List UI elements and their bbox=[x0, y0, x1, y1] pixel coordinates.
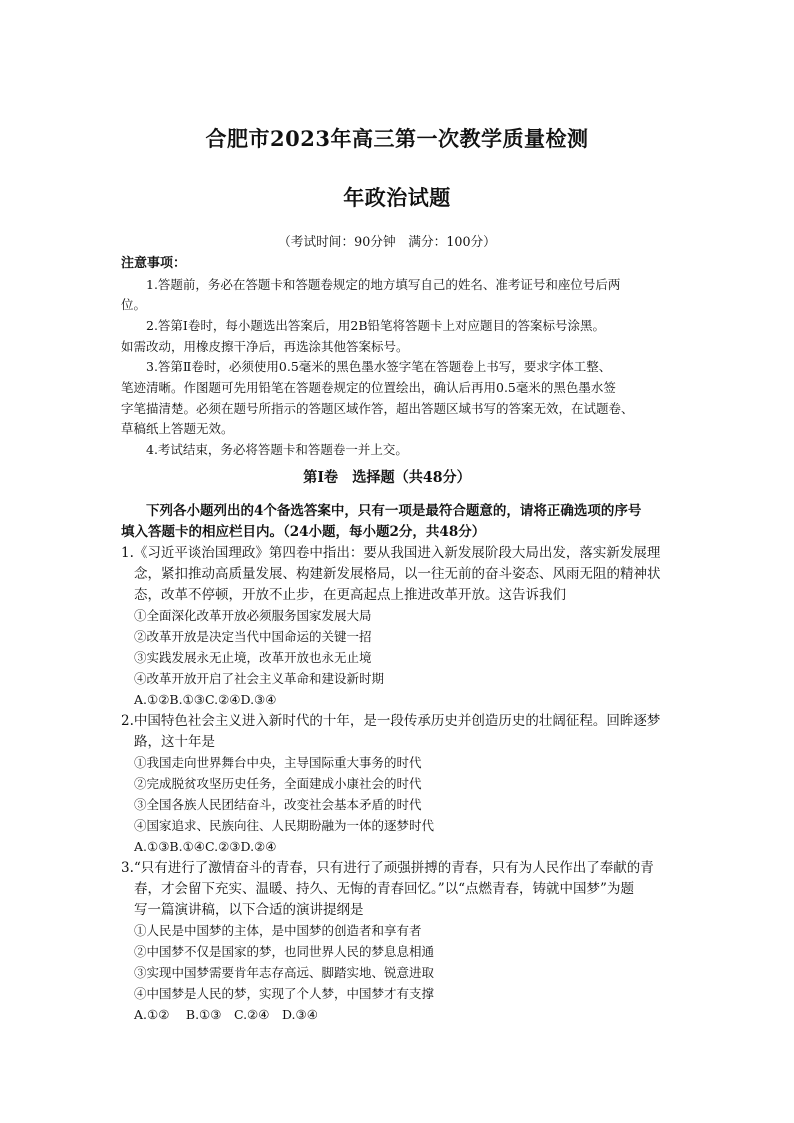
question-option: ②中国梦不仅是国家的梦，也同世界人民的梦息息相通 bbox=[134, 944, 435, 959]
notes-line: 3.答第Ⅱ卷时，必须使用0.5毫米的黑色墨水签字笔在答题卷上书写，要求字体工整、 bbox=[146, 359, 612, 374]
question-option: ②改革开放是决定当代中国命运的关键一招 bbox=[134, 629, 372, 644]
exam-info: （考试时间：90分钟 满分：100分） bbox=[278, 235, 496, 250]
notes-line: 2.答第Ⅰ卷时，每小题选出答案后，用2B铅笔将答题卡上对应题目的答案标号涂黑。 bbox=[146, 318, 606, 333]
section-instruction: 下列各小题列出的4个备选答案中，只有一项是最符合题意的，请将正确选项的序号 bbox=[146, 503, 642, 519]
question-stem: 2.中国特色社会主义进入新时代的十年，是一段传承历史并创造历史的壮阔征程。回眸逐梦 bbox=[121, 713, 661, 729]
question-option: ①人民是中国梦的主体，是中国梦的创造者和享有者 bbox=[134, 923, 422, 938]
question-stem: 路，这十年是 bbox=[134, 734, 215, 750]
question-option: ③实现中国梦需要肯年志存高远、脚踏实地、锐意进取 bbox=[134, 965, 435, 980]
notes-line: 草稿纸上答题无效。 bbox=[121, 421, 234, 436]
question-option: ④改革开放开启了社会主义革命和建设新时期 bbox=[134, 671, 385, 686]
question-stem: 3.“只有进行了激情奋斗的青春，只有进行了顽强拼搏的青春，只有为人民作出了奉献的青 bbox=[121, 860, 654, 876]
exam-subtitle: 年政治试题 bbox=[343, 185, 451, 210]
notes-line: 4.考试结束，务必将答题卡和答题卷一并上交。 bbox=[146, 442, 408, 457]
section-instruction: 填入答题卡的相应栏目内。（24小题，每小题2分，共48分） bbox=[121, 524, 486, 540]
notes-line: 字笔描清楚。必须在题号所指示的答题区域作答，超出答题区域书写的答案无效，在试题卷、 bbox=[121, 401, 634, 416]
answer-choices: A.①③B.①④C.②③D.②④ bbox=[134, 839, 277, 854]
question-stem: 念，紧扣推动高质量发展、构建新发展格局，以一往无前的奋斗姿态、风雨无阻的精神状 bbox=[134, 566, 661, 582]
exam-title: 合肥市2023年高三第一次教学质量检测 bbox=[205, 126, 589, 151]
question-option: ④国家追求、民族向往、人民期盼融为一体的逐梦时代 bbox=[134, 818, 435, 833]
question-option: ①我国走向世界舞台中央，主导国际重大事务的时代 bbox=[134, 755, 422, 770]
question-option: ④中国梦是人民的梦，实现了个人梦，中国梦才有支撑 bbox=[134, 986, 435, 1001]
notes-heading: 注意事项： bbox=[121, 256, 187, 271]
notes-line: 位。 bbox=[121, 297, 147, 312]
question-stem: 1.《习近平谈治国理政》第四卷中指出：要从我国进入新发展阶段大局出发，落实新发展理 bbox=[121, 545, 661, 561]
question-stem: 春，才会留下充实、温暖、持久、无悔的青春回忆。”以“点燃青春，铸就中国梦”为题 bbox=[134, 881, 634, 897]
question-option: ③实践发展永无止境，改革开放也永无止境 bbox=[134, 650, 372, 665]
section-title: 第Ⅰ卷 选择题（共48分） bbox=[303, 469, 471, 486]
answer-choices: A.①②B.①③C.②④D.③④ bbox=[134, 692, 277, 707]
notes-line: 如需改动，用橡皮擦干净后，再选涂其他答案标号。 bbox=[121, 339, 409, 354]
question-option: ②完成脱贫攻坚历史任务，全面建成小康社会的时代 bbox=[134, 776, 422, 791]
question-option: ①全面深化改革开放必须服务国家发展大局 bbox=[134, 608, 372, 623]
notes-line: 笔迹清晰。作图题可先用铅笔在答题卷规定的位置绘出，确认后再用0.5毫米的黑色墨水签 bbox=[121, 380, 616, 395]
question-option: ③全国各族人民团结奋斗，改变社会基本矛盾的时代 bbox=[134, 797, 422, 812]
notes-line: 1.答题前，务必在答题卡和答题卷规定的地方填写自己的姓名、准考证号和座位号后两 bbox=[146, 277, 621, 292]
question-stem: 态，改革不停顿，开放不止步，在更高起点上推进改革开放。这告诉我们 bbox=[134, 587, 566, 603]
answer-choices: A.①② B.①③ C.②④ D.③④ bbox=[134, 1007, 318, 1022]
question-stem: 写一篇演讲稿，以下合适的演讲提纲是 bbox=[134, 902, 364, 918]
